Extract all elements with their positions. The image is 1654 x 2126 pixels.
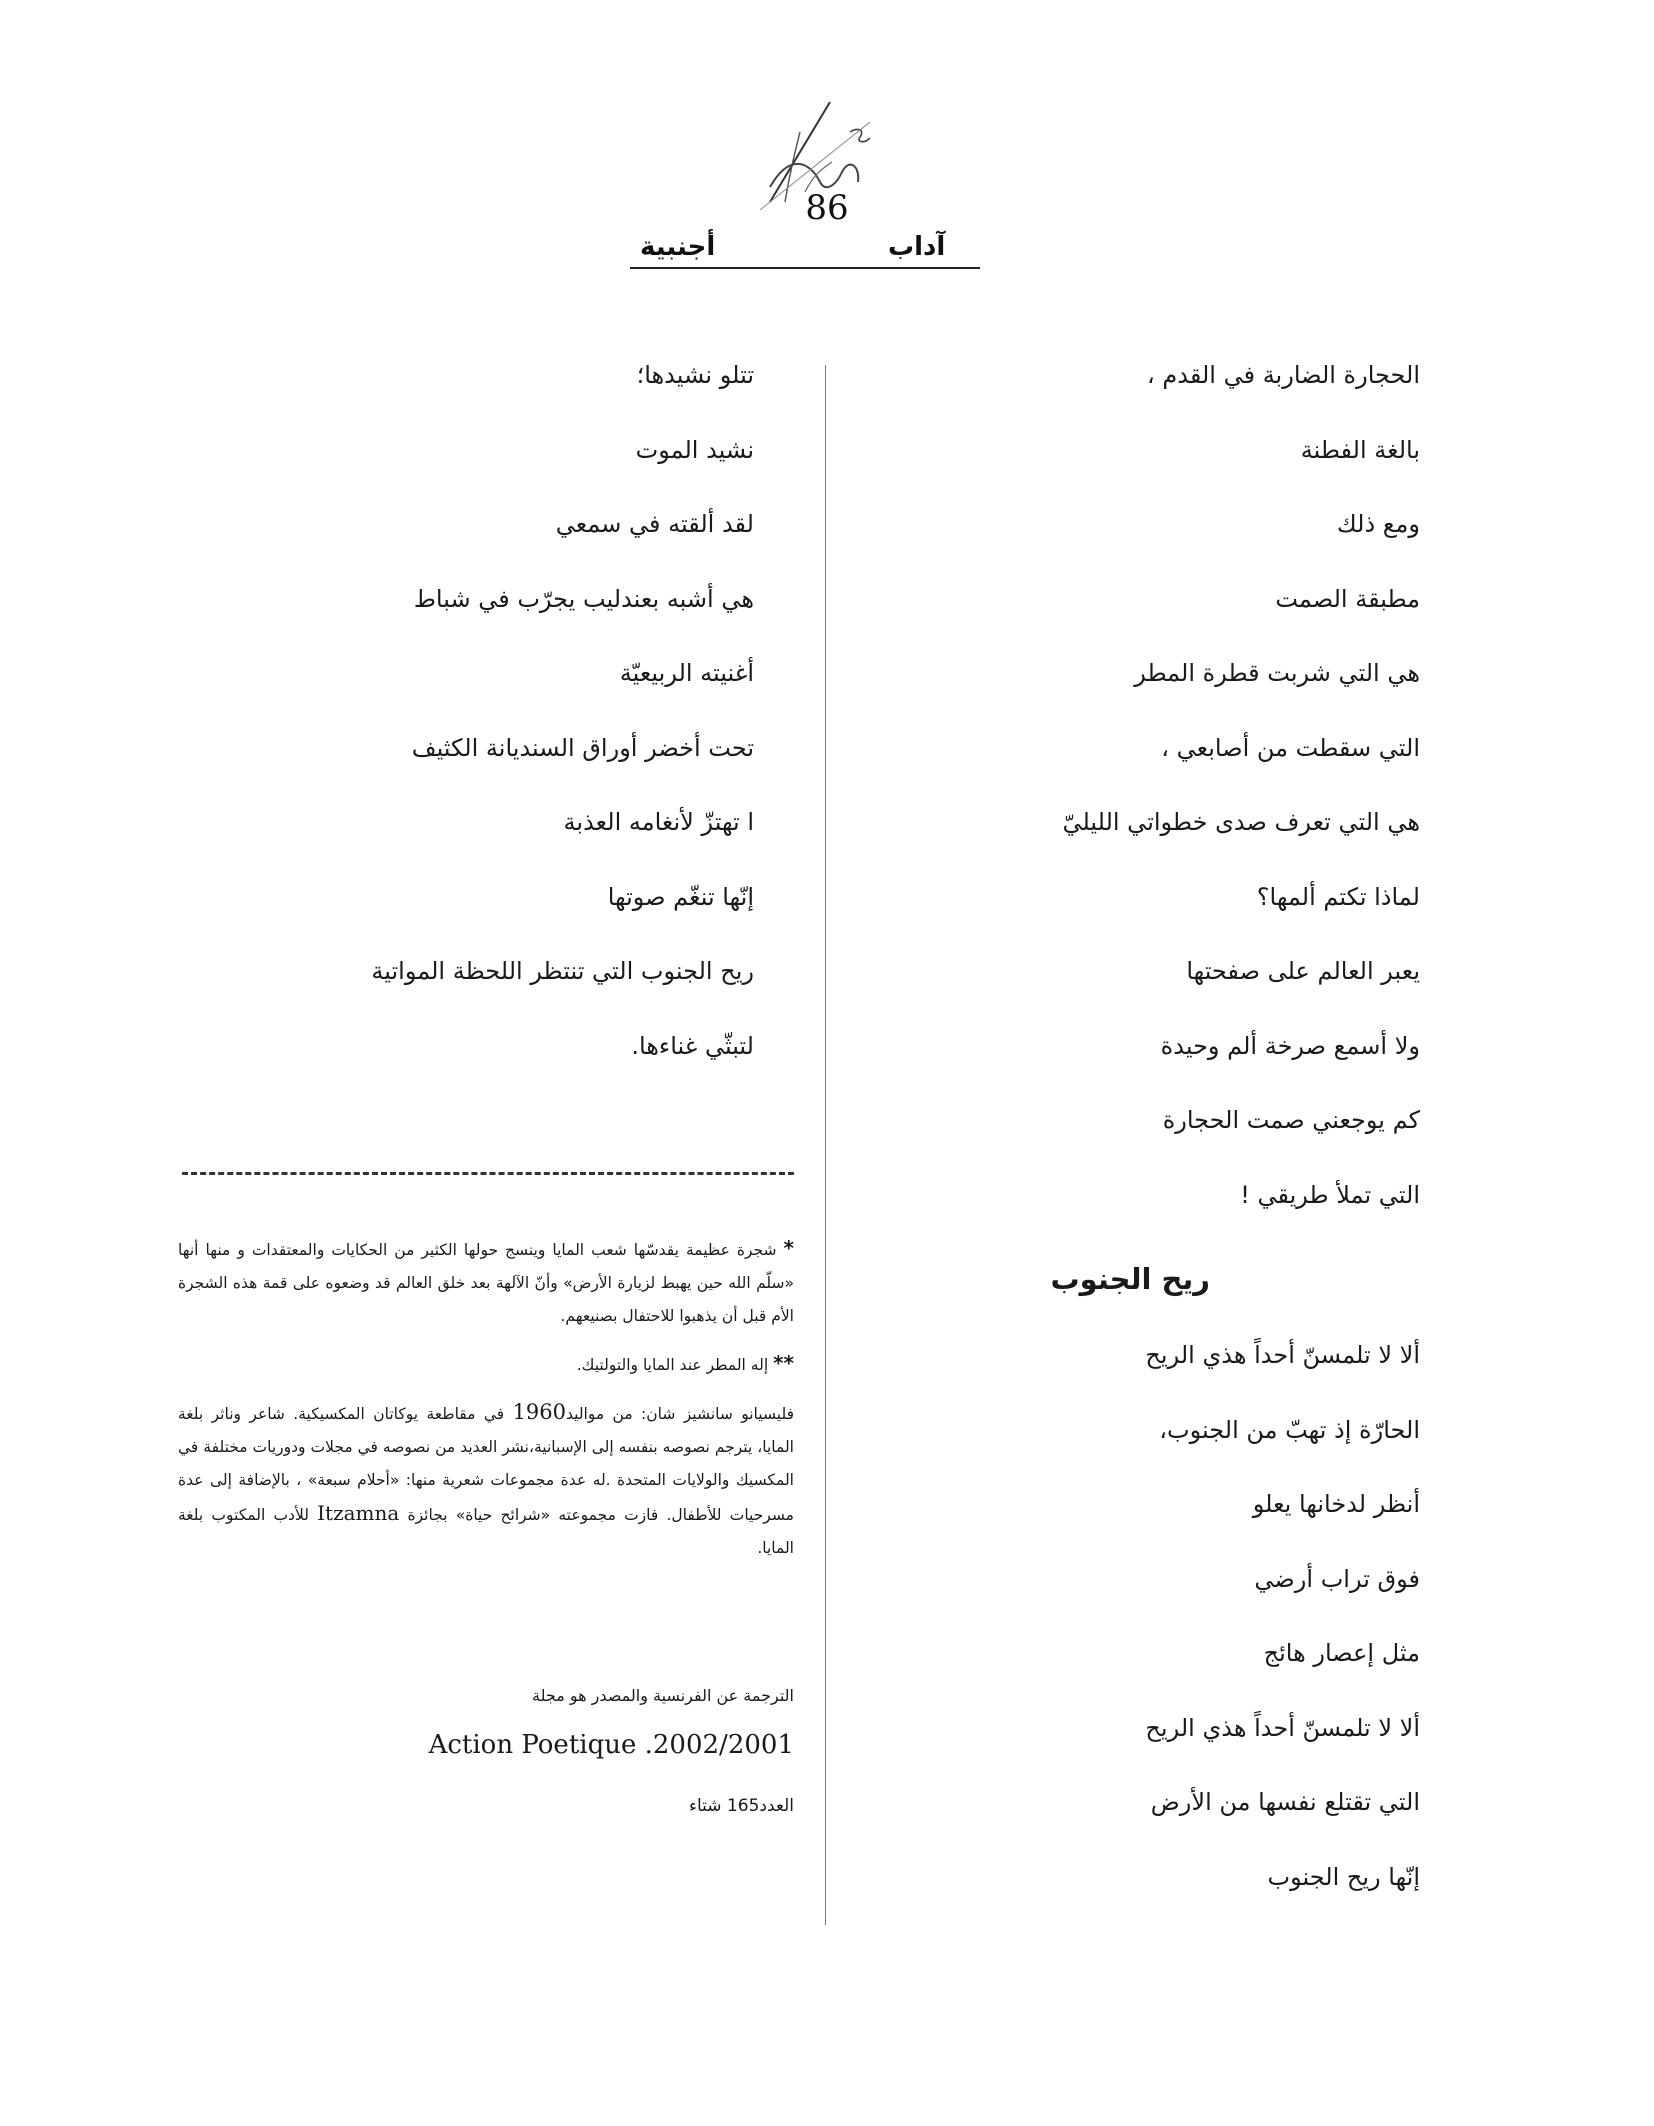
verse-line: الحارّة إذ تهبّ من الجنوب، (1159, 1415, 1420, 1444)
bio-text: فليسيانو سانشيز شان: من مواليد (566, 1405, 794, 1423)
verse-line: يعبر العالم على صفحتها (1186, 957, 1420, 985)
verse-line: هي التي تعرف صدى خطواتي الليليّ (1062, 808, 1420, 836)
verse-line: تحت أخضر أوراق السنديانة الكثيف (411, 733, 754, 762)
verse-line: لماذا تكتم ألمها؟ (1256, 882, 1420, 911)
verse-line: ولا أسمع صرخة ألم وحيدة (1160, 1031, 1420, 1060)
bio-year: 1960 (512, 1400, 567, 1424)
verse-line: لقد ألقته في سمعي (555, 510, 754, 538)
verse-line: ا تهتزّ لأنغامه العذبة (563, 808, 754, 836)
verse-line: ألا لا تلمسنّ أحداً هذي الريح (1145, 1713, 1420, 1742)
author-bio (178, 1396, 794, 1565)
source-journal: Action Poetique .2002/2001 (428, 1730, 794, 1760)
source-issue: العدد165 شتاء (688, 1796, 794, 1816)
verse-line: إنّها ريح الجنوب (1267, 1862, 1420, 1891)
column-divider (825, 365, 826, 1925)
verse-line: هي أشبه بعندليب يجرّب في شباط (413, 584, 754, 613)
verse-line: بالغة الفطنة (1300, 435, 1420, 464)
bio-text: للأدب المكتوب بلغة المايا. (178, 1506, 794, 1557)
verse-line: نشيد الموت (635, 435, 754, 464)
header-rule (630, 267, 980, 269)
verse-line: الحجارة الضاربة في القدم ، (1147, 361, 1420, 389)
footnote-text: شجرة عظيمة يقدسّها شعب المايا وينسج حولها الكثير من الحكايات والمعتقدات و منها أنها «سلّم الله حين يهبط لزيارة الأرض» وأنّ الآلهة بعد خلق العالم قد وضعوه على قمة هذه الشجرة الأم قبل أن يذهبوا للاحتفال بصنيعهم. (178, 1241, 794, 1325)
verse-line: لتبثّي غناءها. (631, 1031, 754, 1060)
verse-line: هي التي شربت قطرة المطر (1134, 659, 1420, 687)
footnote-text: إله المطر عند المايا والتولتيك. (576, 1356, 769, 1374)
right-column (860, 355, 1420, 1931)
verse-line: التي تقتلع نفسها من الأرض (1150, 1788, 1420, 1816)
footnote-separator (182, 1172, 794, 1175)
verse-line: تتلو نشيدها؛ (636, 361, 754, 389)
verse-line: التي سقطت من أصابعي ، (1161, 733, 1420, 762)
verse-line: ألا لا تلمسنّ أحداً هذي الريح (1145, 1341, 1420, 1369)
source-note: الترجمة عن الفرنسية والمصدر هو مجلة (532, 1686, 794, 1705)
poem-section-title: ريح الجنوب (1050, 1262, 1210, 1296)
verse-line: إنّها تنغّم صوتها (607, 882, 754, 911)
bio-prize-name: Itzamna (317, 1501, 400, 1525)
verse-line: مثل إعصار هائج (1263, 1639, 1420, 1667)
header-word-right: آداب (888, 232, 946, 262)
verse-line: أغنيته الربيعيّة (619, 659, 754, 687)
verse-line: مطبقة الصمت (1275, 584, 1420, 613)
left-column (154, 355, 754, 1100)
verse-line: فوق تراب أرضي (1254, 1564, 1420, 1593)
bio-text: في مقاطعة يوكاتان المكسيكية. شاعر وناثر بلغة المايا، يترجم نصوصه بنفسه إلى الإسبانية،نشر العديد من نصوصه في مجلات ودوريات مختلفة في المكسيك والولايات المتحدة .له عدة مجموعات شعرية منها: «أحلام سبعة» ، بالإضافة إلى عدة مسرحيات للأطفال. فازت مجموعته «شرائح حياة» بجائزة (178, 1405, 794, 1524)
verse-line: ومع ذلك (1336, 510, 1420, 538)
footnote-marker: * (783, 1236, 795, 1260)
page-number: 86 (805, 188, 849, 228)
footnote-1 (178, 1232, 794, 1333)
footnote-2 (178, 1347, 794, 1382)
verse-line: أنظر لدخانها يعلو (1252, 1490, 1420, 1518)
footnote-marker: ** (773, 1351, 794, 1375)
header-word-left: أجنبية (640, 232, 716, 262)
footnotes (178, 1232, 794, 1579)
verse-line: التي تملأ طريقي ! (1240, 1180, 1420, 1209)
verse-line: كم يوجعني صمت الحجارة (1162, 1106, 1420, 1134)
verse-line: ريح الجنوب التي تنتظر اللحظة المواتية (371, 957, 754, 985)
